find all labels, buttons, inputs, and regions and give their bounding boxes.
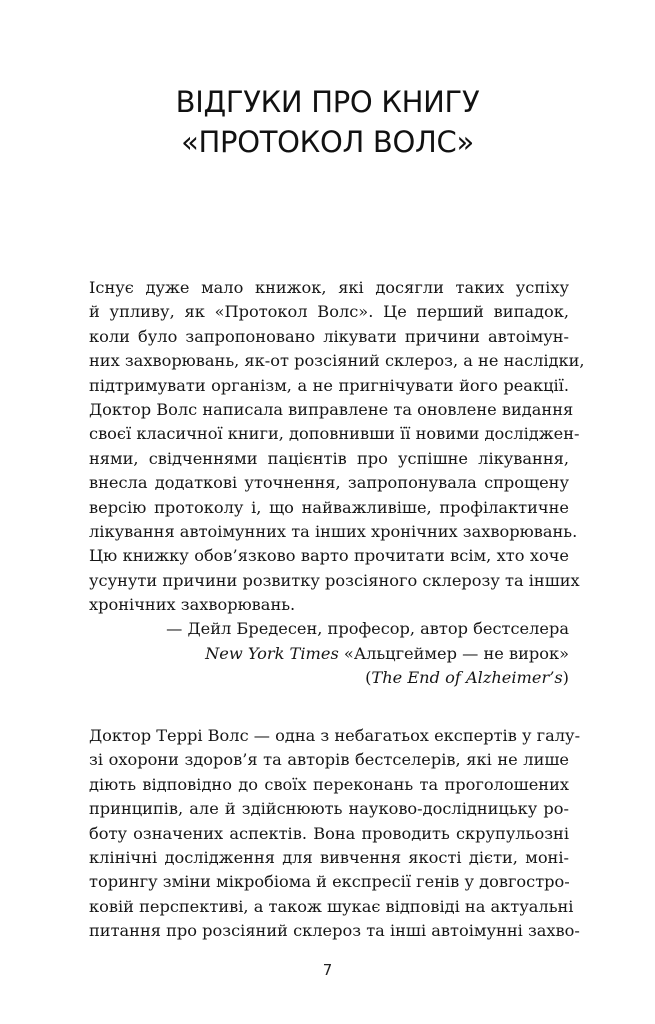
text-line: версію протоколу і, що найважливіше, профілактичне	[89, 497, 569, 517]
text-line: принципів, але й здійснюють науково-дослідницьку ро-	[89, 799, 569, 819]
text-line: хронічних захворювань.	[89, 595, 296, 615]
text-line: нями, свідченнями пацієнтів про успішне лікування,	[89, 448, 569, 468]
text-line: боту означених аспектів. Вона проводить скрупульозні	[89, 823, 569, 843]
text-line: торингу зміни мікробіома й експресії генів у довгостро-	[89, 872, 570, 892]
attribution-book-title: «Альцгеймер — не вирок»	[338, 643, 569, 663]
title-line-1: ВІДГУКИ ПРО КНИГУ	[175, 85, 480, 119]
text-line: Цю книжку обов’язково варто прочитати всім, хто хоче	[89, 546, 569, 566]
text-line: Існує дуже мало книжок, які досягли таких успіху	[89, 278, 569, 297]
paren-open: (	[365, 668, 372, 688]
review-paragraph-2	[89, 724, 581, 944]
review-paragraph-1	[89, 276, 585, 691]
title-line-2: «ПРОТОКОЛ ВОЛС»	[181, 125, 474, 159]
text-line: ковій перспективі, а також шукає відповіді на актуальні	[89, 896, 574, 916]
text-line: своєї класичної книги, доповнивши її новими досліджен-	[89, 424, 580, 444]
text-line: питання про розсіяний склероз та інші автоімунні захво-	[89, 921, 580, 941]
text-line: Доктор Террі Волс — одна з небагатьох експертів у галу-	[89, 726, 581, 745]
attribution-line-3	[89, 666, 569, 690]
text-line: зі охорони здоров’я та авторів бестселерів, які не лише	[89, 750, 569, 770]
page-number: 7	[322, 961, 333, 979]
attribution-line-1: — Дейл Бредесен, професор, автор бестселера	[166, 619, 569, 639]
text-line: лікування автоімунних та інших хронічних захворювань.	[89, 521, 578, 541]
text-line: них захворювань, як-от розсіяний склероз, а не наслідки,	[89, 351, 585, 371]
text-line: підтримувати організм, а не пригнічувати його реакції.	[89, 375, 569, 395]
paren-close: )	[562, 668, 569, 688]
attribution-publication: New York Times	[205, 643, 339, 663]
attribution-line-2	[89, 642, 569, 666]
text-line: усунути причини розвитку розсіяного склерозу та інших	[89, 570, 580, 590]
text-line: внесла додаткові уточнення, запропонувала спрощену	[89, 473, 569, 493]
text-line: клінічні дослідження для вивчення якості дієти, моні-	[89, 847, 569, 867]
text-line: коли було запропоновано лікувати причини автоімун-	[89, 326, 569, 346]
text-line: діють відповідно до своїх переконань та проголошених	[89, 774, 569, 794]
text-line: й упливу, як «Протокол Волс». Це перший випадок,	[89, 302, 569, 322]
attribution-original-title: The End of Alzheimer’s	[371, 668, 563, 688]
page-title	[0, 82, 655, 162]
text-line: Доктор Волс написала виправлене та оновлене видання	[89, 399, 574, 419]
